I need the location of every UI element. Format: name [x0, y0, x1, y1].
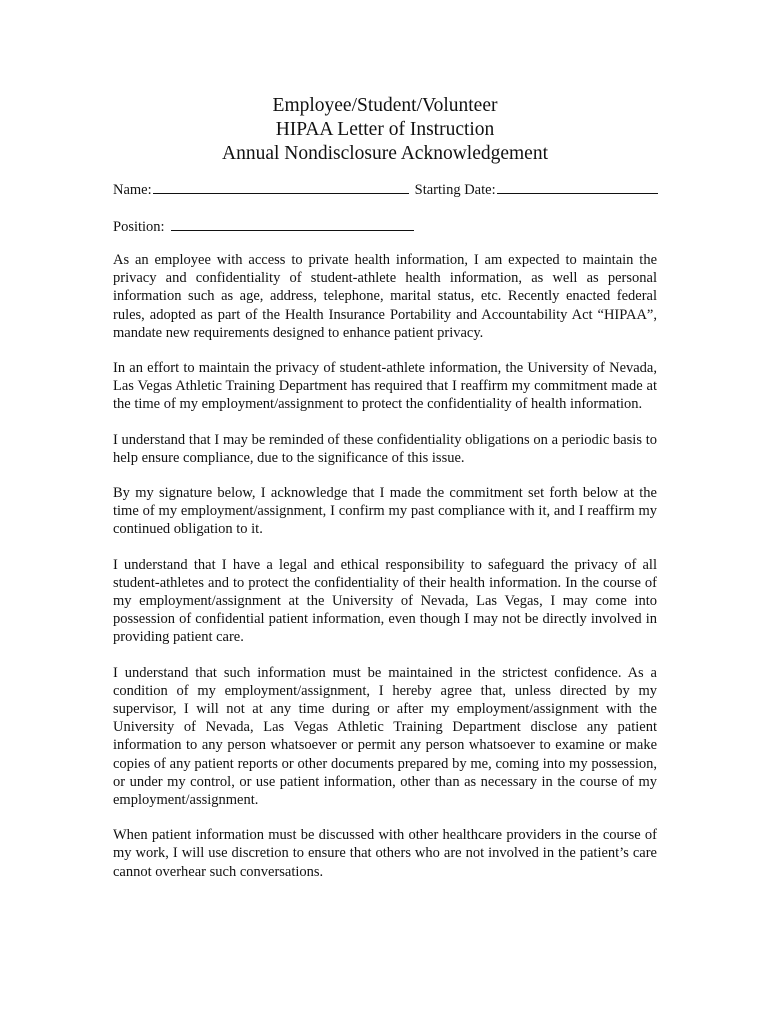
document-body — [113, 251, 657, 898]
document-title — [0, 94, 770, 166]
starting-date-label: Starting Date: — [414, 182, 496, 198]
name-and-date-row — [113, 180, 673, 199]
starting-date-blank-line[interactable] — [497, 180, 658, 194]
title-line-1: Employee/Student/Volunteer — [272, 95, 498, 116]
paragraph-2: In an effort to maintain the privacy of student-athlete information, the University of Nevada, Las Vegas Athletic Training Department has required that I reaffirm my commitment made at the time of my employment/assignment to protect the confidentiality of health information. — [113, 360, 657, 413]
title-line-3: Annual Nondisclosure Acknowledgement — [221, 143, 548, 164]
paragraph-1: As an employee with access to private health information, I am expected to maintain the privacy and confidentiality of student-athlete health information, as well as personal information such as age, address, telephone, marital status, etc. Recently enacted federal rules, adopted as part of the Health Insurance Portability and Accountability Act “HIPAA”, mandate new requirements designed to enhance patient privacy. — [113, 252, 657, 341]
name-label: Name: — [113, 182, 152, 198]
position-label: Position: — [113, 219, 165, 235]
paragraph-7: When patient information must be discussed with other healthcare providers in the course of my work, I will use discretion to ensure that others who are not involved in the patient’s care cannot overhear such conversations. — [113, 827, 657, 880]
title-line-2: HIPAA Letter of Instruction — [275, 119, 495, 140]
paragraph-4: By my signature below, I acknowledge that I made the commitment set forth below at the time of my employment/assignment, I confirm my past compliance with it, and I reaffirm my continued obligation to it. — [113, 485, 657, 538]
name-blank-line[interactable] — [153, 180, 409, 194]
position-row — [113, 217, 673, 236]
paragraph-5: I understand that I have a legal and ethical responsibility to safeguard the privacy of all student-athletes and to protect the confidentiality of their health information. In the course of my employment/assignment at the University of Nevada, Las Vegas, I may come into possession of confidential patient information, even though I may not be directly involved in providing patient care. — [113, 556, 657, 646]
paragraph-6: I understand that such information must be maintained in the strictest confidence. As a condition of my employment/assignment, I hereby agree that, unless directed by my supervisor, I will not at any time during or after my employment/assignment with the University of Nevada, Las Vegas Athletic Training Department disclose any patient information to any person whatsoever or permit any person whatsoever to examine or make copies of any patient reports or other documents prepared by me, coming into my possession, or under my control, or use patient information, other than as necessary in the course of my employment/assignment. — [113, 664, 657, 809]
position-blank-line[interactable] — [171, 217, 414, 231]
paragraph-3: I understand that I may be reminded of these confidentiality obligations on a periodic basis to help ensure compliance, due to the significance of this issue. — [113, 431, 657, 466]
